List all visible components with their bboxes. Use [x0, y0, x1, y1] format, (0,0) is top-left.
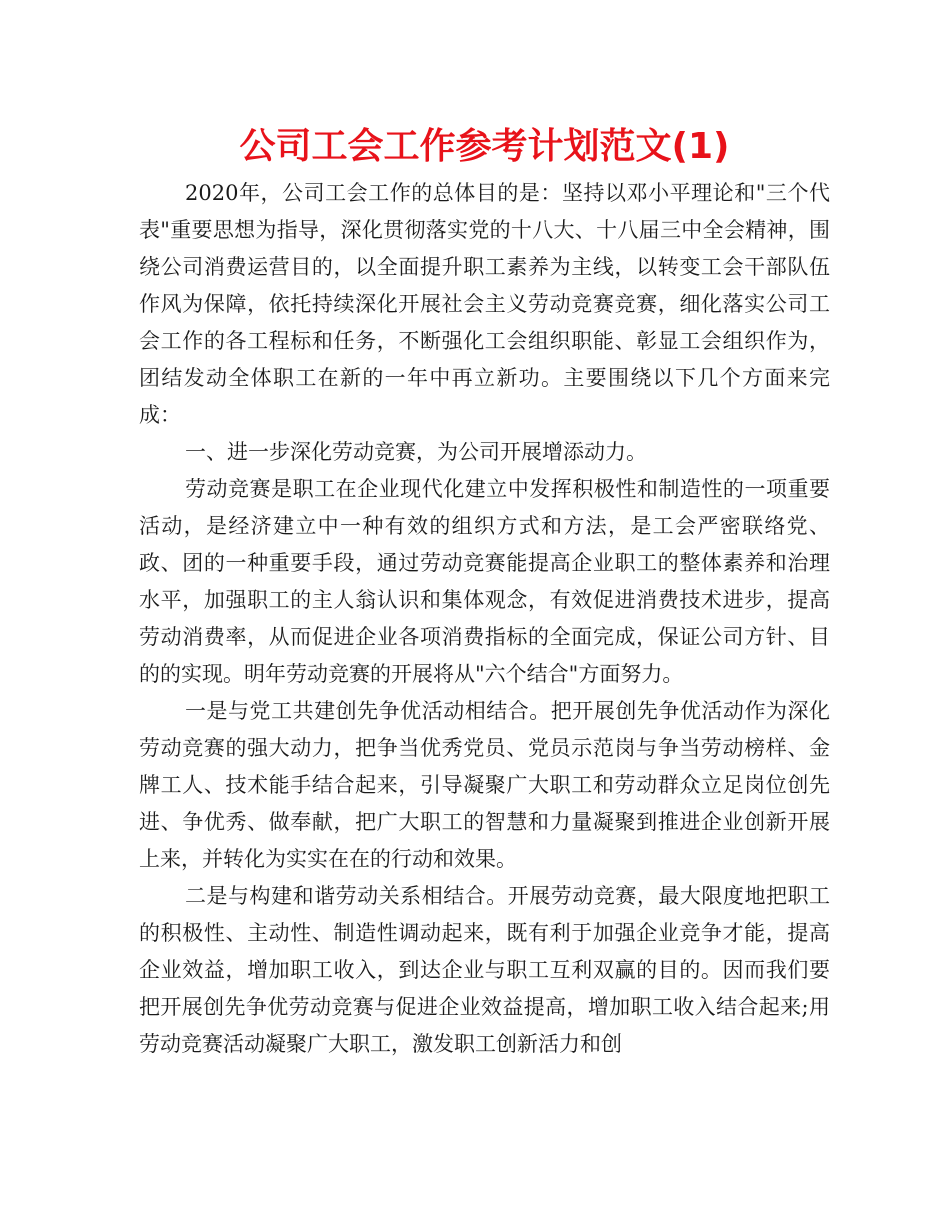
document-body: [139, 175, 830, 1063]
document-title: 公司工会工作参考计划范文(1): [239, 126, 730, 167]
paragraph: 一、进一步深化劳动竞赛，为公司开展增添动力。: [185, 440, 647, 464]
paragraph: 劳动竞赛是职工在企业现代化建立中发挥积极性和制造性的一项重要活动，是经济建立中一种有效的组织方式和方法，是工会严密联络党、政、团的一种重要手段，通过劳动竞赛能提高企业职工的整体素养和治理水平，加强职工的主人翁认识和集体观念，有效促进消费技术进步，提高劳动消费率，从而促进企业各项消费指标的全面完成，保证公司方针、目的的实现。明年劳动竞赛的开展将从"六个结合"方面努力。: [139, 477, 830, 686]
paragraph: 一是与党工共建创先争优活动相结合。把开展创先争优活动作为深化劳动竞赛的强大动力，把争当优秀党员、党员示范岗与争当劳动榜样、金牌工人、技术能手结合起来，引导凝聚广大职工和劳动群众立足岗位创先进、争优秀、做奉献，把广大职工的智慧和力量凝聚到推进企业创新开展上来，并转化为实实在在的行动和效果。: [139, 699, 830, 871]
paragraph: 2020年，公司工会工作的总体目的是：坚持以邓小平理论和"三个代表"重要思想为指导，深化贯彻落实党的十八大、十八届三中全会精神，围绕公司消费运营目的，以全面提升职工素养为主线，以转变工会干部队伍作风为保障，依托持续深化开展社会主义劳动竞赛竞赛，细化落实公司工会工作的各工程标和任务，不断强化工会组织职能、彰显工会组织作为，团结发动全体职工在新的一年中再立新功。主要围绕以下几个方面来完成：: [139, 181, 830, 427]
paragraph: 二是与构建和谐劳动关系相结合。开展劳动竞赛，最大限度地把职工的积极性、主动性、制造性调动起来，既有利于加强企业竞争才能，提高企业效益，增加职工收入，到达企业与职工互利双赢的目的。因而我们要把开展创先争优劳动竞赛与促进企业效益提高，增加职工收入结合起来;用劳动竞赛活动凝聚广大职工，激发职工创新活力和创: [139, 884, 830, 1056]
